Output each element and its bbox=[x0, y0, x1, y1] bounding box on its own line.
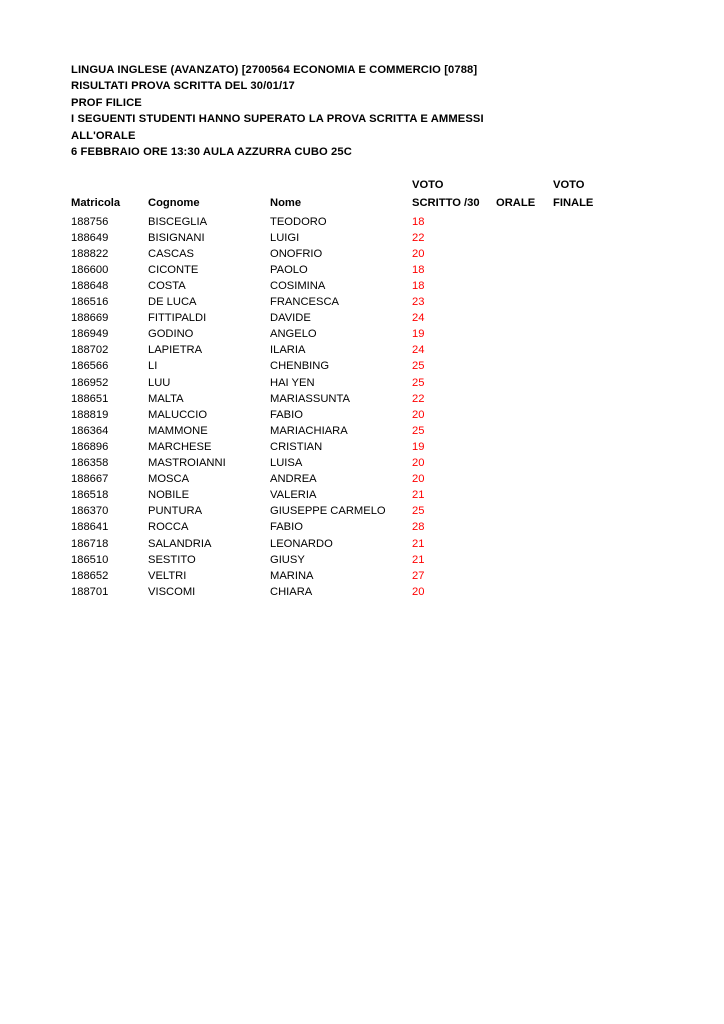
table-row bbox=[71, 310, 613, 326]
cell-cognome: VELTRI bbox=[148, 569, 187, 582]
cell-cognome: COSTA bbox=[148, 280, 186, 292]
table-row bbox=[71, 487, 613, 503]
table-row bbox=[71, 423, 613, 439]
cell-nome: ANDREA bbox=[270, 473, 317, 486]
cell-cognome: ROCCA bbox=[148, 521, 189, 534]
cell-voto-finale bbox=[553, 407, 613, 423]
table-row bbox=[71, 536, 613, 552]
cell-nome: LEONARDO bbox=[270, 537, 333, 550]
cell-voto-finale bbox=[553, 552, 613, 568]
table-row bbox=[71, 246, 613, 262]
cell-nome: MARINA bbox=[270, 569, 314, 582]
cell-voto-finale bbox=[553, 262, 613, 278]
cell-matricola: 186600 bbox=[71, 263, 109, 276]
cell-voto-scritto: 20 bbox=[412, 408, 425, 421]
group-header-spacer-2 bbox=[148, 177, 270, 194]
header-line-professor: PROF FILICE bbox=[71, 96, 142, 109]
group-header-spacer-4 bbox=[496, 177, 553, 194]
table-row bbox=[71, 439, 613, 455]
cell-cognome: MALUCCIO bbox=[148, 408, 208, 421]
cell-voto-finale bbox=[553, 455, 613, 471]
cell-nome: GIUSY bbox=[270, 553, 305, 566]
table-row bbox=[71, 471, 613, 487]
table-header-row bbox=[71, 195, 613, 214]
table-row bbox=[71, 455, 613, 471]
cell-voto-orale bbox=[496, 342, 553, 358]
cell-cognome: BISCEGLIA bbox=[148, 215, 208, 228]
cell-voto-scritto: 25 bbox=[412, 424, 425, 437]
cell-nome: LUISA bbox=[270, 457, 303, 470]
table-row bbox=[71, 214, 613, 230]
cell-voto-scritto: 25 bbox=[412, 360, 425, 373]
cell-cognome: MOSCA bbox=[148, 473, 190, 486]
cell-matricola: 186952 bbox=[71, 376, 109, 389]
cell-nome: ANGELO bbox=[270, 328, 317, 341]
table-row bbox=[71, 342, 613, 358]
cell-voto-finale bbox=[553, 536, 613, 552]
cell-voto-finale bbox=[553, 310, 613, 326]
cell-nome: MARIASSUNTA bbox=[270, 392, 350, 405]
cell-cognome: MARCHESE bbox=[148, 440, 212, 453]
cell-cognome: VISCOMI bbox=[148, 585, 196, 598]
cell-nome: FRANCESCA bbox=[270, 296, 339, 309]
cell-voto-scritto: 27 bbox=[412, 569, 425, 582]
header-line-notice: I SEGUENTI STUDENTI HANNO SUPERATO LA PROVA SCRITTA E AMMESSI bbox=[71, 113, 484, 126]
cell-nome: FABIO bbox=[270, 521, 303, 534]
cell-cognome: PUNTURA bbox=[148, 505, 203, 518]
cell-voto-orale bbox=[496, 375, 553, 391]
cell-cognome: LAPIETRA bbox=[148, 344, 203, 357]
cell-voto-scritto: 21 bbox=[412, 489, 425, 502]
group-header-spacer-3 bbox=[270, 177, 412, 194]
table-row bbox=[71, 278, 613, 294]
column-header-scritto: SCRITTO /30 bbox=[412, 196, 480, 209]
cell-matricola: 186949 bbox=[71, 328, 109, 341]
cell-voto-finale bbox=[553, 423, 613, 439]
table-row bbox=[71, 407, 613, 423]
cell-voto-orale bbox=[496, 230, 553, 246]
table-row bbox=[71, 230, 613, 246]
cell-voto-scritto: 20 bbox=[412, 473, 425, 486]
cell-voto-orale bbox=[496, 407, 553, 423]
cell-voto-finale bbox=[553, 471, 613, 487]
column-header-orale: ORALE bbox=[496, 196, 536, 209]
cell-voto-orale bbox=[496, 471, 553, 487]
cell-voto-orale bbox=[496, 439, 553, 455]
cell-voto-orale bbox=[496, 487, 553, 503]
cell-nome: ONOFRIO bbox=[270, 247, 323, 260]
cell-voto-scritto: 22 bbox=[412, 392, 425, 405]
cell-cognome: LUU bbox=[148, 376, 171, 389]
cell-matricola: 188822 bbox=[71, 247, 109, 260]
cell-voto-scritto: 22 bbox=[412, 231, 425, 244]
cell-nome: COSIMINA bbox=[270, 280, 326, 292]
column-header-nome: Nome bbox=[270, 196, 302, 209]
cell-matricola: 188648 bbox=[71, 280, 109, 292]
document-header bbox=[71, 62, 684, 160]
cell-matricola: 186370 bbox=[71, 505, 109, 518]
table-row bbox=[71, 568, 613, 584]
cell-matricola: 186510 bbox=[71, 553, 109, 566]
cell-nome: MARIACHIARA bbox=[270, 424, 348, 437]
cell-voto-finale bbox=[553, 230, 613, 246]
cell-voto-finale bbox=[553, 487, 613, 503]
cell-voto-finale bbox=[553, 503, 613, 519]
cell-voto-scritto: 21 bbox=[412, 553, 425, 566]
cell-matricola: 188669 bbox=[71, 312, 109, 325]
cell-voto-scritto: 19 bbox=[412, 440, 425, 453]
cell-matricola: 186718 bbox=[71, 537, 109, 550]
table-row bbox=[71, 358, 613, 374]
cell-voto-scritto: 25 bbox=[412, 505, 425, 518]
cell-voto-orale bbox=[496, 262, 553, 278]
cell-voto-finale bbox=[553, 214, 613, 230]
table-head bbox=[71, 177, 613, 213]
header-line-results: RISULTATI PROVA SCRITTA DEL 30/01/17 bbox=[71, 80, 295, 93]
column-header-matricola: Matricola bbox=[71, 196, 121, 209]
cell-voto-orale bbox=[496, 294, 553, 310]
table-row bbox=[71, 262, 613, 278]
cell-voto-finale bbox=[553, 358, 613, 374]
cell-cognome: NOBILE bbox=[148, 489, 190, 502]
cell-nome: ILARIA bbox=[270, 344, 306, 357]
cell-voto-orale bbox=[496, 503, 553, 519]
cell-cognome: MALTA bbox=[148, 392, 184, 405]
cell-voto-scritto: 24 bbox=[412, 344, 425, 357]
cell-cognome: CASCAS bbox=[148, 247, 195, 260]
cell-matricola: 188652 bbox=[71, 569, 109, 582]
cell-cognome: FITTIPALDI bbox=[148, 312, 207, 325]
cell-voto-orale bbox=[496, 326, 553, 342]
table-row bbox=[71, 391, 613, 407]
cell-voto-orale bbox=[496, 455, 553, 471]
results-table bbox=[71, 177, 613, 599]
cell-voto-scritto: 21 bbox=[412, 537, 425, 550]
cell-cognome: DE LUCA bbox=[148, 296, 197, 309]
cell-matricola: 188756 bbox=[71, 215, 109, 228]
cell-voto-finale bbox=[553, 568, 613, 584]
cell-nome: PAOLO bbox=[270, 263, 308, 276]
cell-voto-scritto: 28 bbox=[412, 521, 425, 534]
cell-nome: FABIO bbox=[270, 408, 303, 421]
cell-nome: HAI YEN bbox=[270, 376, 315, 389]
cell-voto-finale bbox=[553, 519, 613, 535]
header-line-notice-cont: ALL'ORALE bbox=[71, 129, 136, 142]
cell-matricola: 186364 bbox=[71, 424, 109, 437]
cell-voto-finale bbox=[553, 326, 613, 342]
cell-voto-orale bbox=[496, 519, 553, 535]
group-header-spacer-1 bbox=[71, 177, 148, 194]
cell-matricola: 186518 bbox=[71, 489, 109, 502]
cell-nome: CRISTIAN bbox=[270, 440, 323, 453]
table-group-header-row bbox=[71, 177, 613, 194]
cell-cognome: LI bbox=[148, 360, 158, 373]
cell-voto-scritto: 24 bbox=[412, 312, 425, 325]
table-row bbox=[71, 326, 613, 342]
cell-cognome: SALANDRIA bbox=[148, 537, 212, 550]
results-table-container bbox=[71, 177, 684, 599]
group-header-voto-finale: VOTO bbox=[553, 179, 585, 192]
cell-voto-orale bbox=[496, 358, 553, 374]
cell-nome: CHENBING bbox=[270, 360, 330, 373]
group-header-voto-scritto: VOTO bbox=[412, 179, 444, 192]
header-line-course: LINGUA INGLESE (AVANZATO) [2700564 ECONOMIA E COMMERCIO [0788] bbox=[71, 64, 478, 76]
cell-nome: DAVIDE bbox=[270, 312, 311, 325]
cell-voto-finale bbox=[553, 246, 613, 262]
cell-matricola: 188819 bbox=[71, 408, 109, 421]
cell-voto-scritto: 20 bbox=[412, 457, 425, 470]
cell-nome: TEODORO bbox=[270, 215, 327, 228]
cell-matricola: 186516 bbox=[71, 296, 109, 309]
cell-voto-finale bbox=[553, 375, 613, 391]
cell-matricola: 188667 bbox=[71, 473, 109, 486]
table-row bbox=[71, 584, 613, 600]
cell-matricola: 188651 bbox=[71, 392, 109, 405]
table-row bbox=[71, 552, 613, 568]
cell-voto-orale bbox=[496, 391, 553, 407]
cell-cognome: MASTROIANNI bbox=[148, 457, 226, 470]
cell-matricola: 188702 bbox=[71, 344, 109, 357]
cell-voto-finale bbox=[553, 294, 613, 310]
table-row bbox=[71, 294, 613, 310]
cell-nome: VALERIA bbox=[270, 489, 317, 502]
cell-voto-orale bbox=[496, 568, 553, 584]
cell-voto-finale bbox=[553, 439, 613, 455]
cell-cognome: SESTITO bbox=[148, 553, 196, 566]
cell-nome: CHIARA bbox=[270, 585, 313, 598]
cell-matricola: 188649 bbox=[71, 231, 109, 244]
cell-matricola: 188701 bbox=[71, 585, 109, 598]
header-line-schedule: 6 FEBBRAIO ORE 13:30 AULA AZZURRA CUBO 25C bbox=[71, 146, 352, 159]
cell-voto-scritto: 25 bbox=[412, 376, 425, 389]
table-body bbox=[71, 214, 613, 600]
cell-cognome: MAMMONE bbox=[148, 424, 208, 437]
column-header-cognome: Cognome bbox=[148, 196, 200, 209]
cell-voto-scritto: 18 bbox=[412, 280, 425, 292]
cell-nome: LUIGI bbox=[270, 231, 300, 244]
table-row bbox=[71, 503, 613, 519]
cell-voto-orale bbox=[496, 552, 553, 568]
cell-cognome: BISIGNANI bbox=[148, 231, 205, 244]
cell-voto-orale bbox=[496, 584, 553, 600]
cell-voto-orale bbox=[496, 310, 553, 326]
cell-matricola: 188641 bbox=[71, 521, 109, 534]
cell-voto-finale bbox=[553, 584, 613, 600]
cell-voto-orale bbox=[496, 536, 553, 552]
cell-voto-scritto: 18 bbox=[412, 215, 425, 228]
cell-voto-scritto: 19 bbox=[412, 328, 425, 341]
cell-voto-orale bbox=[496, 423, 553, 439]
cell-voto-scritto: 18 bbox=[412, 263, 425, 276]
cell-voto-finale bbox=[553, 391, 613, 407]
cell-voto-orale bbox=[496, 246, 553, 262]
cell-voto-orale bbox=[496, 214, 553, 230]
cell-cognome: GODINO bbox=[148, 328, 194, 341]
cell-voto-scritto: 20 bbox=[412, 585, 425, 598]
table-row bbox=[71, 375, 613, 391]
cell-matricola: 186566 bbox=[71, 360, 109, 373]
cell-voto-orale bbox=[496, 278, 553, 294]
table-row bbox=[71, 519, 613, 535]
column-header-finale: FINALE bbox=[553, 196, 594, 209]
cell-voto-finale bbox=[553, 342, 613, 358]
cell-voto-finale bbox=[553, 278, 613, 294]
cell-voto-scritto: 23 bbox=[412, 296, 425, 309]
cell-matricola: 186358 bbox=[71, 457, 109, 470]
cell-nome: GIUSEPPE CARMELO bbox=[270, 505, 386, 518]
cell-voto-scritto: 20 bbox=[412, 247, 425, 260]
cell-cognome: CICONTE bbox=[148, 263, 199, 276]
cell-matricola: 186896 bbox=[71, 440, 109, 453]
